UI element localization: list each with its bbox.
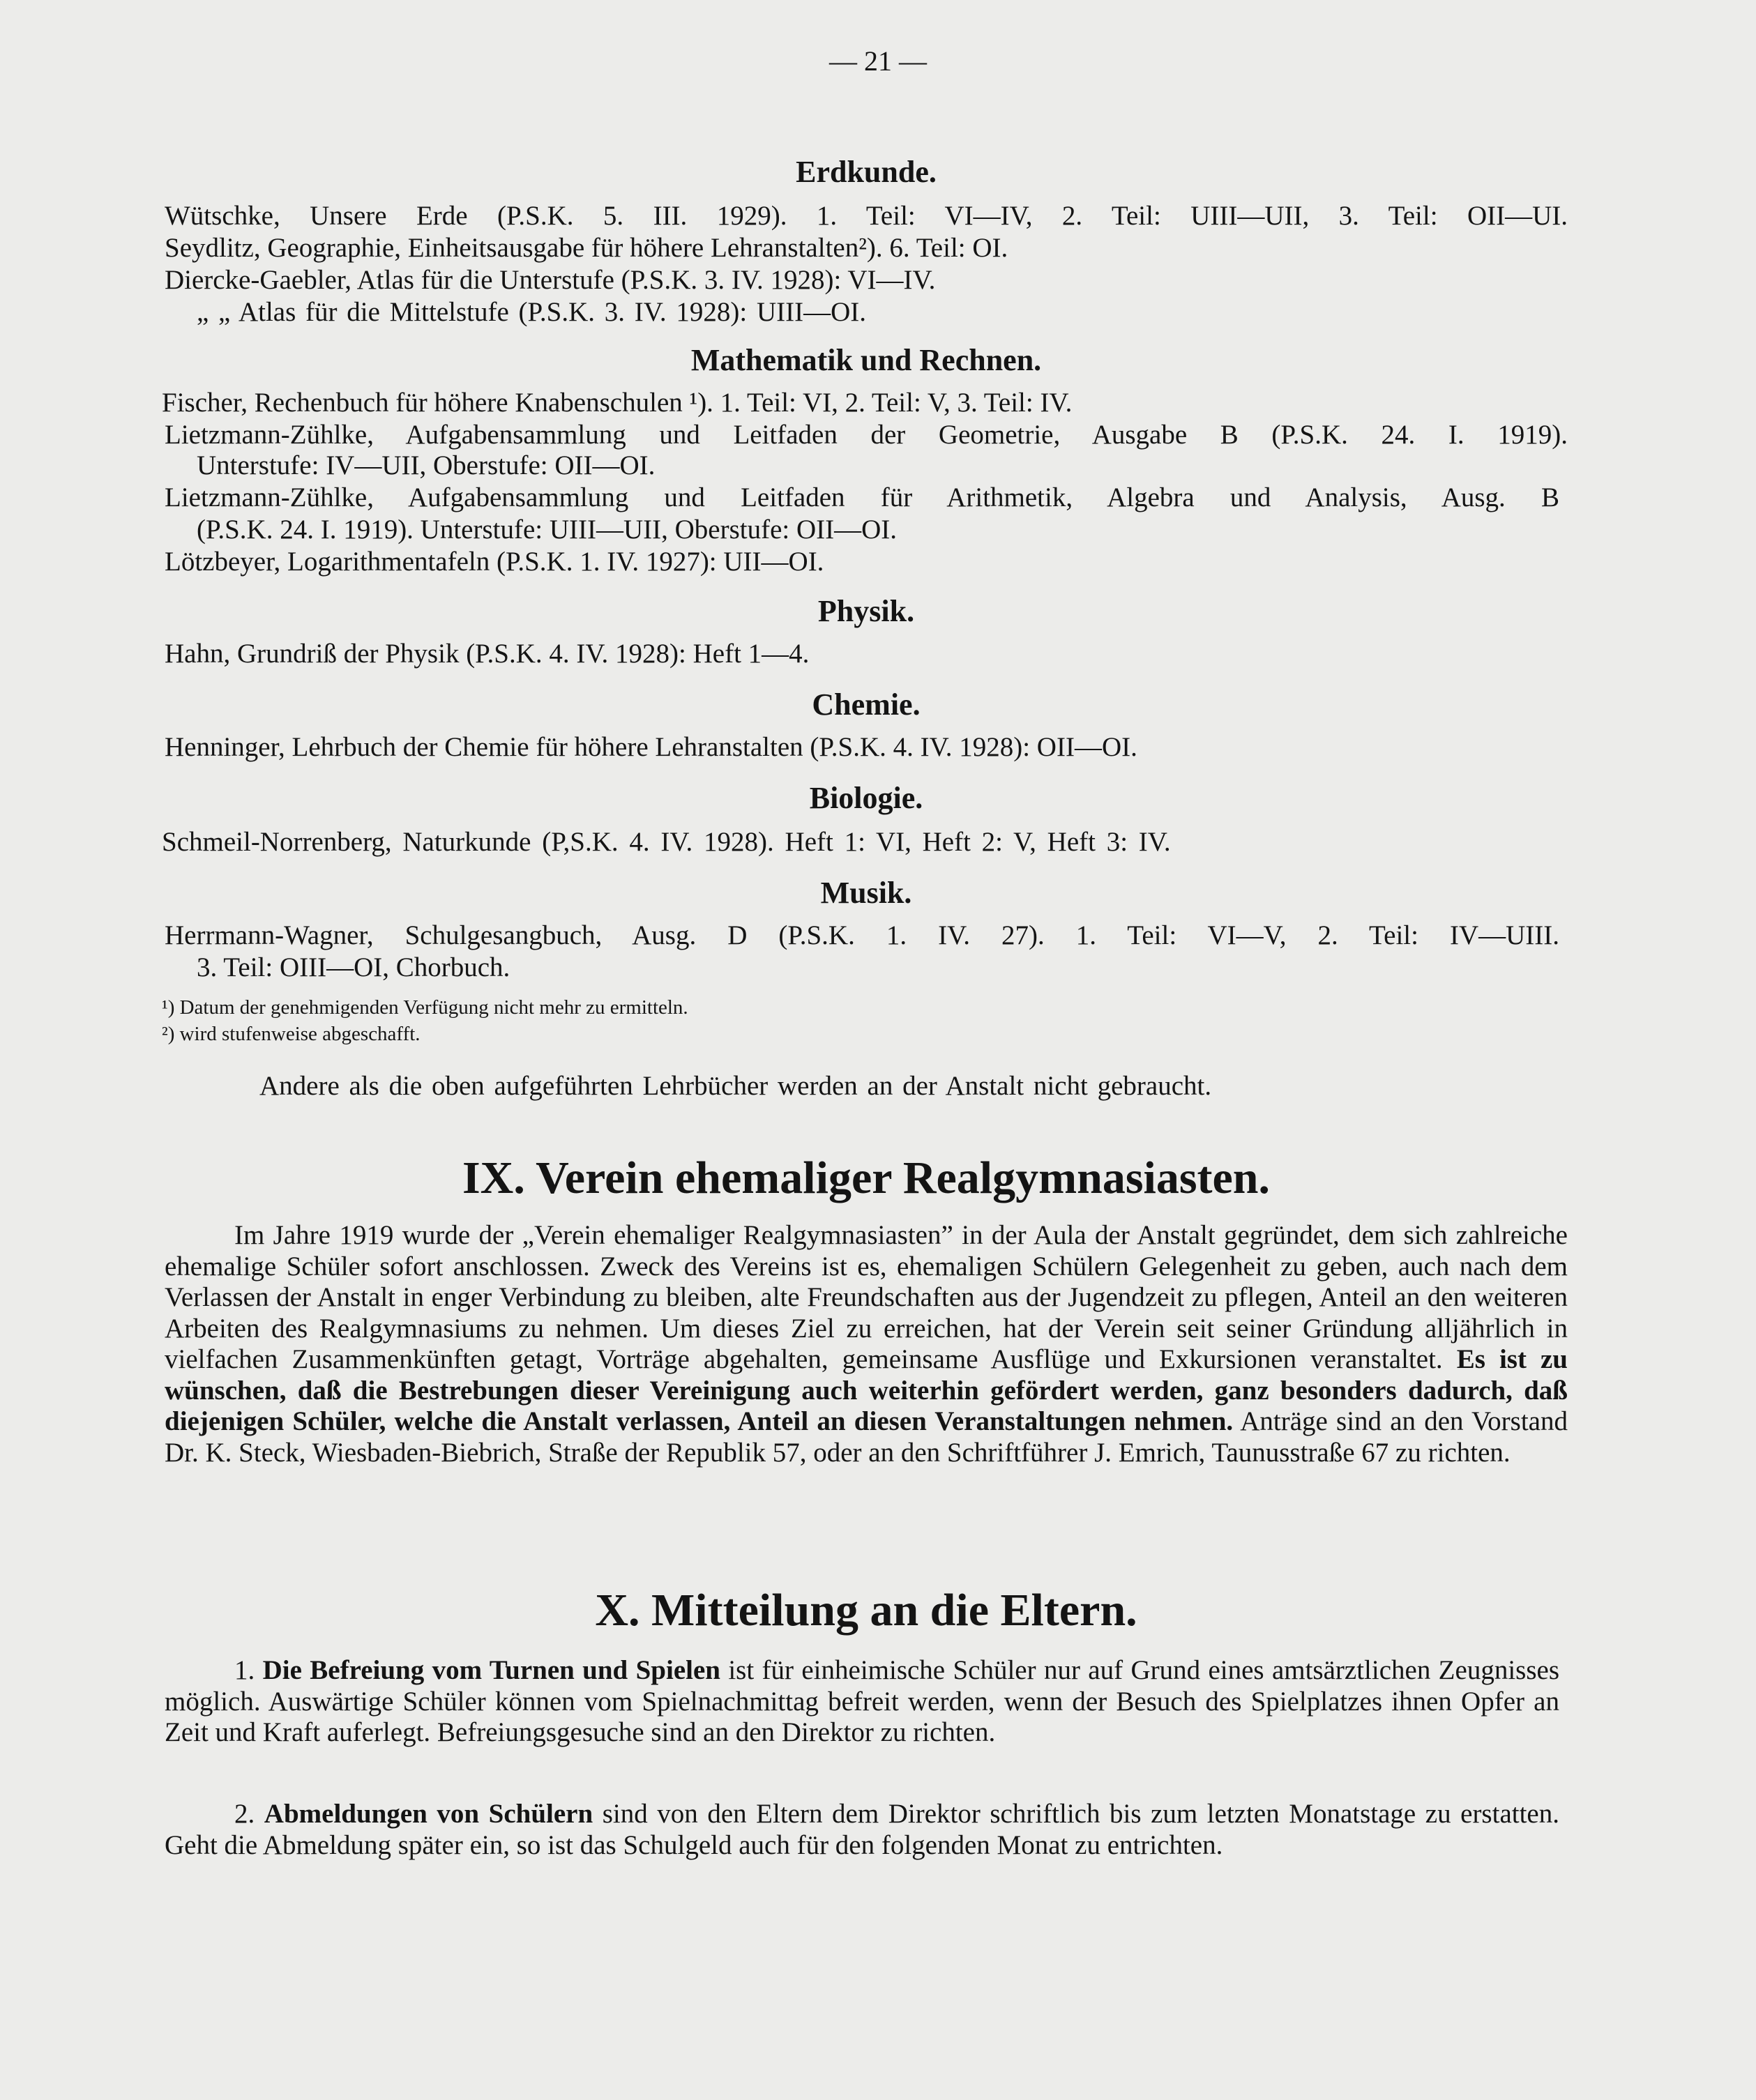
chapter-ix-title: IX. Verein ehemaliger Realgymnasiasten. <box>462 1152 1270 1203</box>
booklist-line: Wütschke, Unsere Erde (P.S.K. 5. III. 1929). 1. Teil: VI—IV, 2. Teil: UIII—UII, 3. Teil: OII—UI. <box>165 201 1568 231</box>
booklist-line: Henninger, Lehrbuch der Chemie für höhere Lehranstalten (P.S.K. 4. IV. 1928): OII—OI. <box>165 732 1137 762</box>
booklist-line: 3. Teil: OIII—OI, Chorbuch. <box>197 952 510 982</box>
section-title-mathematik: Mathematik und Rechnen. <box>690 343 1042 377</box>
item-text: sind von den Eltern dem Direktor schriftlich bis zum letzten Monatstage zu erstatten. Geht die Abmeldung später ein, so ist das Schulgeld auch für den folgenden Monat zu entrichten. <box>165 1799 1559 1860</box>
booklist-line: (P.S.K. 24. I. 1919). Unterstufe: UIII—UII, Oberstufe: OII—OI. <box>197 515 898 545</box>
item-heading: Abmeldungen von Schülern <box>264 1799 593 1829</box>
footnote-1: ¹) Datum der genehmigenden Verfügung nicht mehr zu ermitteln. <box>162 996 688 1019</box>
booklist-line: Schmeil-Norrenberg, Naturkunde (P,S.K. 4. IV. 1928). Heft 1: VI, Heft 2: V, Heft 3: IV. <box>162 827 1171 857</box>
booklist-line: Lietzmann-Zühlke, Aufgabensammlung und Leitfaden der Geometrie, Ausgabe B (P.S.K. 24. I. 1919). <box>165 420 1568 450</box>
chapter-ix-contact: Anträge sind an den Vorstand Dr. K. Steck, Wiesbaden-Biebrich, Straße der Republik 57, oder an den Schriftführer J. Emrich, Taunusstraße 67 zu richten. <box>165 1406 1568 1468</box>
section-title-chemie: Chemie. <box>812 687 921 722</box>
booklist-line: Seydlitz, Geographie, Einheitsausgabe für höhere Lehranstalten²). 6. Teil: OI. <box>165 233 1008 263</box>
booklist-line: Fischer, Rechenbuch für höhere Knabenschulen ¹). 1. Teil: VI, 2. Teil: V, 3. Teil: IV. <box>162 388 1073 418</box>
booklist-line: Diercke-Gaebler, Atlas für die Unterstufe (P.S.K. 3. IV. 1928): VI—IV. <box>165 265 936 295</box>
booklist-line: Hahn, Grundriß der Physik (P.S.K. 4. IV. 1928): Heft 1—4. <box>165 639 810 669</box>
section-title-musik: Musik. <box>820 876 912 910</box>
chapter-ix-bold-text: Es ist zu wünschen, daß die Bestrebungen dieser Vereinigung auch weiterhin gefördert werden, ganz besonders dadurch, daß diejenigen Schüler, welche die Anstalt verlassen, Anteil an diesen Veranstaltungen nehmen. <box>165 1344 1568 1436</box>
chapter-x-item-2 <box>165 1799 1559 1861</box>
booklist-line: Herrmann-Wagner, Schulgesangbuch, Ausg. D (P.S.K. 1. IV. 27). 1. Teil: VI—V, 2. Teil: IV—UIII. <box>165 920 1559 950</box>
page-number: — 21 — <box>829 45 927 77</box>
section-title-erdkunde: Erdkunde. <box>796 155 937 189</box>
booklist-line: Unterstufe: IV—UII, Oberstufe: OII—OI. <box>197 450 656 480</box>
item-text: ist für einheimische Schüler nur auf Grund eines amtsärztlichen Zeugnisses möglich. Auswärtige Schüler können vom Spielnachmittag befreit werden, wenn der Besuch des Spielplatzes ihnen Opfer an Zeit und Kraft auferlegt. Befreiungsgesuche sind an den Direktor zu richten. <box>165 1655 1559 1747</box>
item-number: 2. <box>234 1799 255 1829</box>
booklist-line: Lietzmann-Zühlke, Aufgabensammlung und Leitfaden für Arithmetik, Algebra und Analysis, Ausg. B <box>165 482 1559 512</box>
item-heading: Die Befreiung vom Turnen und Spielen <box>262 1655 720 1685</box>
booklist-line: „ „ Atlas für die Mittelstufe (P.S.K. 3. IV. 1928): UIII—OI. <box>197 297 866 327</box>
booklist-line: Lötzbeyer, Logarithmentafeln (P.S.K. 1. IV. 1927): UII—OI. <box>165 547 824 577</box>
section-title-physik: Physik. <box>817 594 915 628</box>
textbook-note: Andere als die oben aufgeführten Lehrbücher werden an der Anstalt nicht gebraucht. <box>259 1071 1212 1101</box>
chapter-ix-text: Im Jahre 1919 wurde der „Verein ehemaliger Realgymnasiasten” in der Aula der Anstalt gegründet, dem sich zahlreiche ehemalige Schüler sofort anschlossen. Zweck des Vereins ist es, ehemaligen Schülern Gelegenheit zu geben, auch nach dem Verlassen der Anstalt in enger Verbindung zu bleiben, alte Freundschaften aus der Jugendzeit zu pflegen, Anteil an den weiteren Arbeiten des Realgymnasiums zu nehmen. Um dieses Ziel zu erreichen, hat der Verein seit seiner Gründung alljährlich in vielfachen Zusammenkünften getagt, Vorträge abgehalten, gemeinsame Ausflüge und Exkursionen veranstaltet. <box>165 1220 1568 1374</box>
section-title-biologie: Biologie. <box>809 781 923 815</box>
chapter-x-title: X. Mitteilung an die Eltern. <box>595 1585 1137 1636</box>
footnote-2: ²) wird stufenweise abgeschafft. <box>162 1023 421 1045</box>
chapter-ix-paragraph <box>165 1220 1568 1468</box>
chapter-x-item-1 <box>165 1655 1559 1749</box>
item-number: 1. <box>234 1655 255 1685</box>
